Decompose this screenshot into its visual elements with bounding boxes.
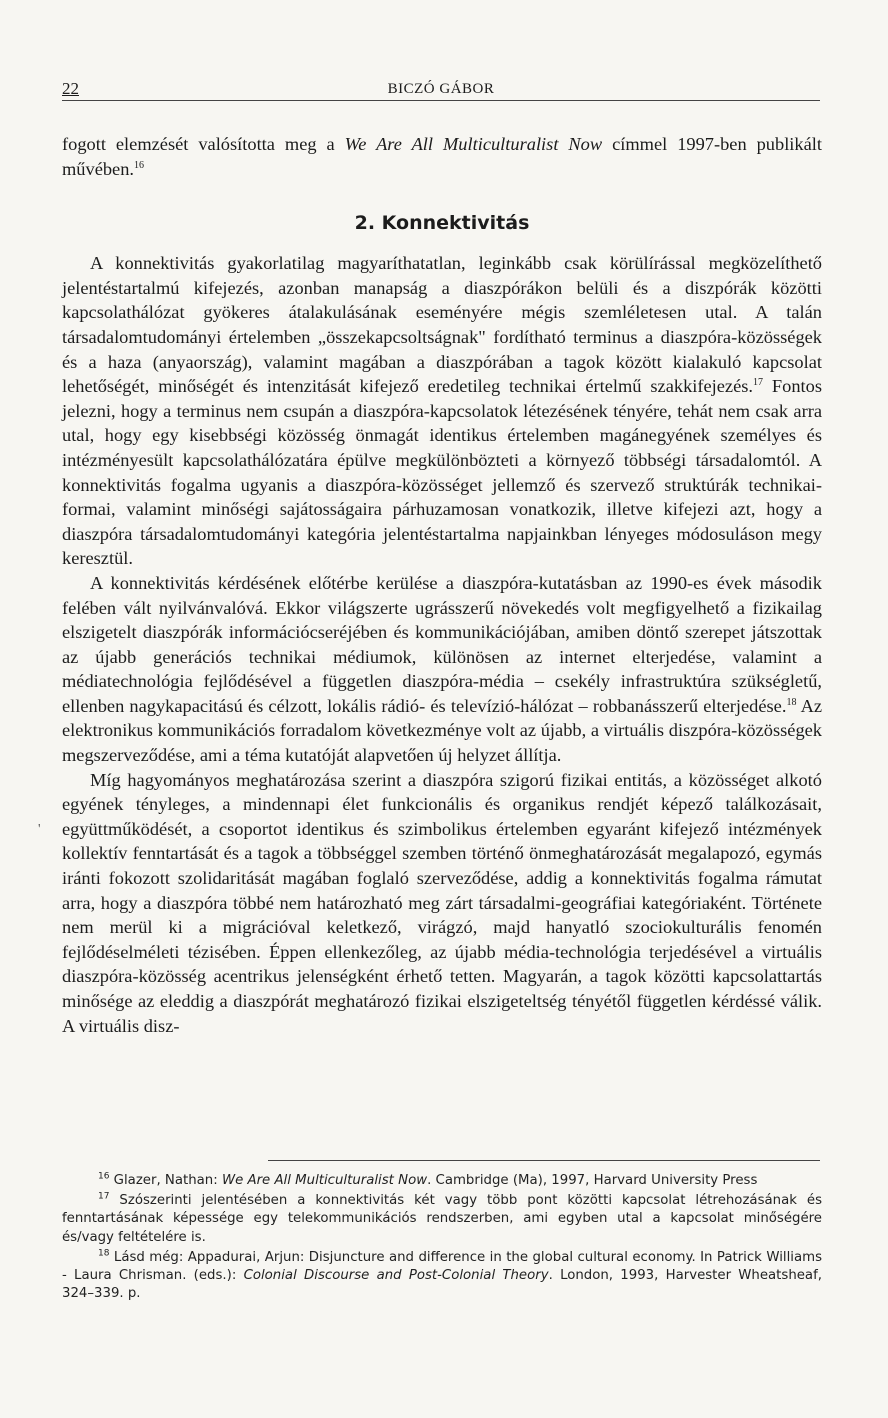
footnote-17 <box>62 1192 822 1247</box>
text-run: Lásd még: Appadurai, Arjun: Disjuncture and difference in the global cultural economy. In Patrick Williams - Laura Chrisman. (eds.): <box>62 1249 822 1284</box>
running-head <box>62 78 820 101</box>
text-run: . London, 1993, Harvester Wheatsheaf, 324–339. p. <box>62 1268 822 1302</box>
main-text <box>62 132 822 1038</box>
margin-tick-mark: ' <box>38 822 41 837</box>
book-title: We Are All Multiculturalist Now <box>344 134 603 154</box>
text-run: Fontos jelezni, hogy a terminus nem csupán a diaszpóra-kapcsolatok létezésének tényére, tehát nem csak arra utal, hogy egy kisebbségi közösség önmagát identikus értelemben magánegyének személyes és intézményesült kapcsolathálózatára épülve megkülönbözteti a környező többségi társadalomtól. A konnektivitás fogalma ugyanis a diaszpóra-közösséget jellemző és szervező struktúrák technikai-formai, valamint minőségi sajátosságaira párhuzamosan vonatkozik, illetve kifejezi azt, hogy a diaszpóra társadalomtudományi kategória jelentéstartalma napjainkban lényeges módosuláson megy keresztül. <box>62 376 822 569</box>
footnote-title: We Are All Multiculturalist Now <box>221 1173 428 1188</box>
paragraph-intro <box>62 132 822 181</box>
text-run: fogott elemzését valósította meg a <box>62 134 345 154</box>
footnote-ref-17: 17 <box>753 377 764 389</box>
paragraph: Míg hagyományos meghatározása szerint a diaszpóra szigorú fizikai entitás, a közösséget alkotó egyének tényleges, a mindennapi élet funkcionális és organikus rendjét képező találkozásait, együttműködését, a csoportot identikus és szimbolikus értelemben egyaránt kifejező intézmények kollektív fenntartását és a tagok a többséggel szemben történő önmeghatározását megalapozó, egymás iránti fokozott szolidaritását magában foglaló szerveződése, addig a konnektivitás fogalma rámutat arra, hogy a diaszpóra többé nem határozható meg zárt társadalmi-geográfiai kategóriaként. Története nem merül ki a migrációval keletkező, virágzó, majd hanyatló szociokulturális fenomén fejlődéselméleti tézisében. Éppen ellenkezőleg, az újabb média-technológia terjedésével a virtuális diaszpóra-közösség acentrikus jelenségként érhető tetten. Magyarán, a tagok közötti kapcsolattartás minősége az eleddig a diaszpórát meghatározó fizikai elszigeteltség tényétől független kérdéssé válik. A virtuális disz- <box>62 769 822 1036</box>
section-heading: 2. Konnektivitás <box>354 212 530 235</box>
text-run: A konnektivitás gyakorlatilag magyaríthatatlan, leginkább csak körülírással megközelíthető jelentéstartalmú kifejezés, azonban manapság a diaszpórákon belüli és a diszpórák közötti kapcsolathálózat gyökeres átalakulásának eseményére mégis szemléletesen utal. A talán társadalomtudományi értelemben „összekapcsoltságnak" fordítható terminus a diaszpóra-közösségek és a haza (anyaország), valamint magában a diaszpórában a tagok között kialakuló kapcsolat lehetőségét, minőségét és intenzitását kifejező eredetileg technikai értelmű szakkifejezés. <box>62 253 822 397</box>
footnote-ref-16: 16 <box>134 159 145 171</box>
text-run: . Cambridge (Ma), 1997, Harvard University Press <box>427 1173 758 1188</box>
paragraph <box>62 251 822 571</box>
text-run: Szószerinti jelentésében a konnektivitás két vagy több pont közötti kapcsolat létrehozásának és fenntartásának képessége egy telekommunikációs rendszerben, ami egyben utal a kapcsolat minőségére és/vagy feltételére is. <box>62 1193 822 1245</box>
footnote-18 <box>62 1249 822 1304</box>
text-run: Az elektronikus kommunikációs forradalom következménye volt az újabb, a virtuális diszpóra-közösségek megszerveződése, ami a téma kutatóját alapvetően új helyzet állítja. <box>62 695 823 766</box>
footnote-divider <box>268 1160 820 1161</box>
text-run: A konnektivitás kérdésének előtérbe kerülése a diaszpóra-kutatásban az 1990-es évek második felében vált nyilvánvalóvá. Ekkor világszerte ugrásszerű növekedés volt megfigyelhető a fizikailag elszigetelt diaszpórák információcseréjében és kommunikációjában, amiben döntő szerepet játszottak az újabb generációs technikai médiumok, különösen az internet elterjedése, valamint a médiatechnológia fejlődésével a független diaszpóra-média – csekély infrastruktúra szükségletű, ellenben nagykapacitású és célzott, lokális rádió- és televízió-hálózat – robbanásszerű elterjedése. <box>62 572 822 716</box>
text-run: címmel 1997-ben publikált művében. <box>62 134 822 179</box>
footnote-title: Colonial Discourse and Post-Colonial Theory <box>243 1268 549 1284</box>
paragraph <box>62 571 822 768</box>
page-number: 22 <box>62 79 79 98</box>
text-run: Glazer, Nathan: <box>109 1173 222 1188</box>
footnote-ref-18: 18 <box>786 696 797 708</box>
running-head-author: BICZÓ GÁBOR <box>387 81 495 97</box>
footnote-16 <box>62 1172 822 1190</box>
footnote-number: 16 <box>98 1171 110 1182</box>
footnotes <box>62 1172 822 1305</box>
footnote-number: 17 <box>98 1191 110 1202</box>
footnote-number: 18 <box>98 1248 110 1259</box>
